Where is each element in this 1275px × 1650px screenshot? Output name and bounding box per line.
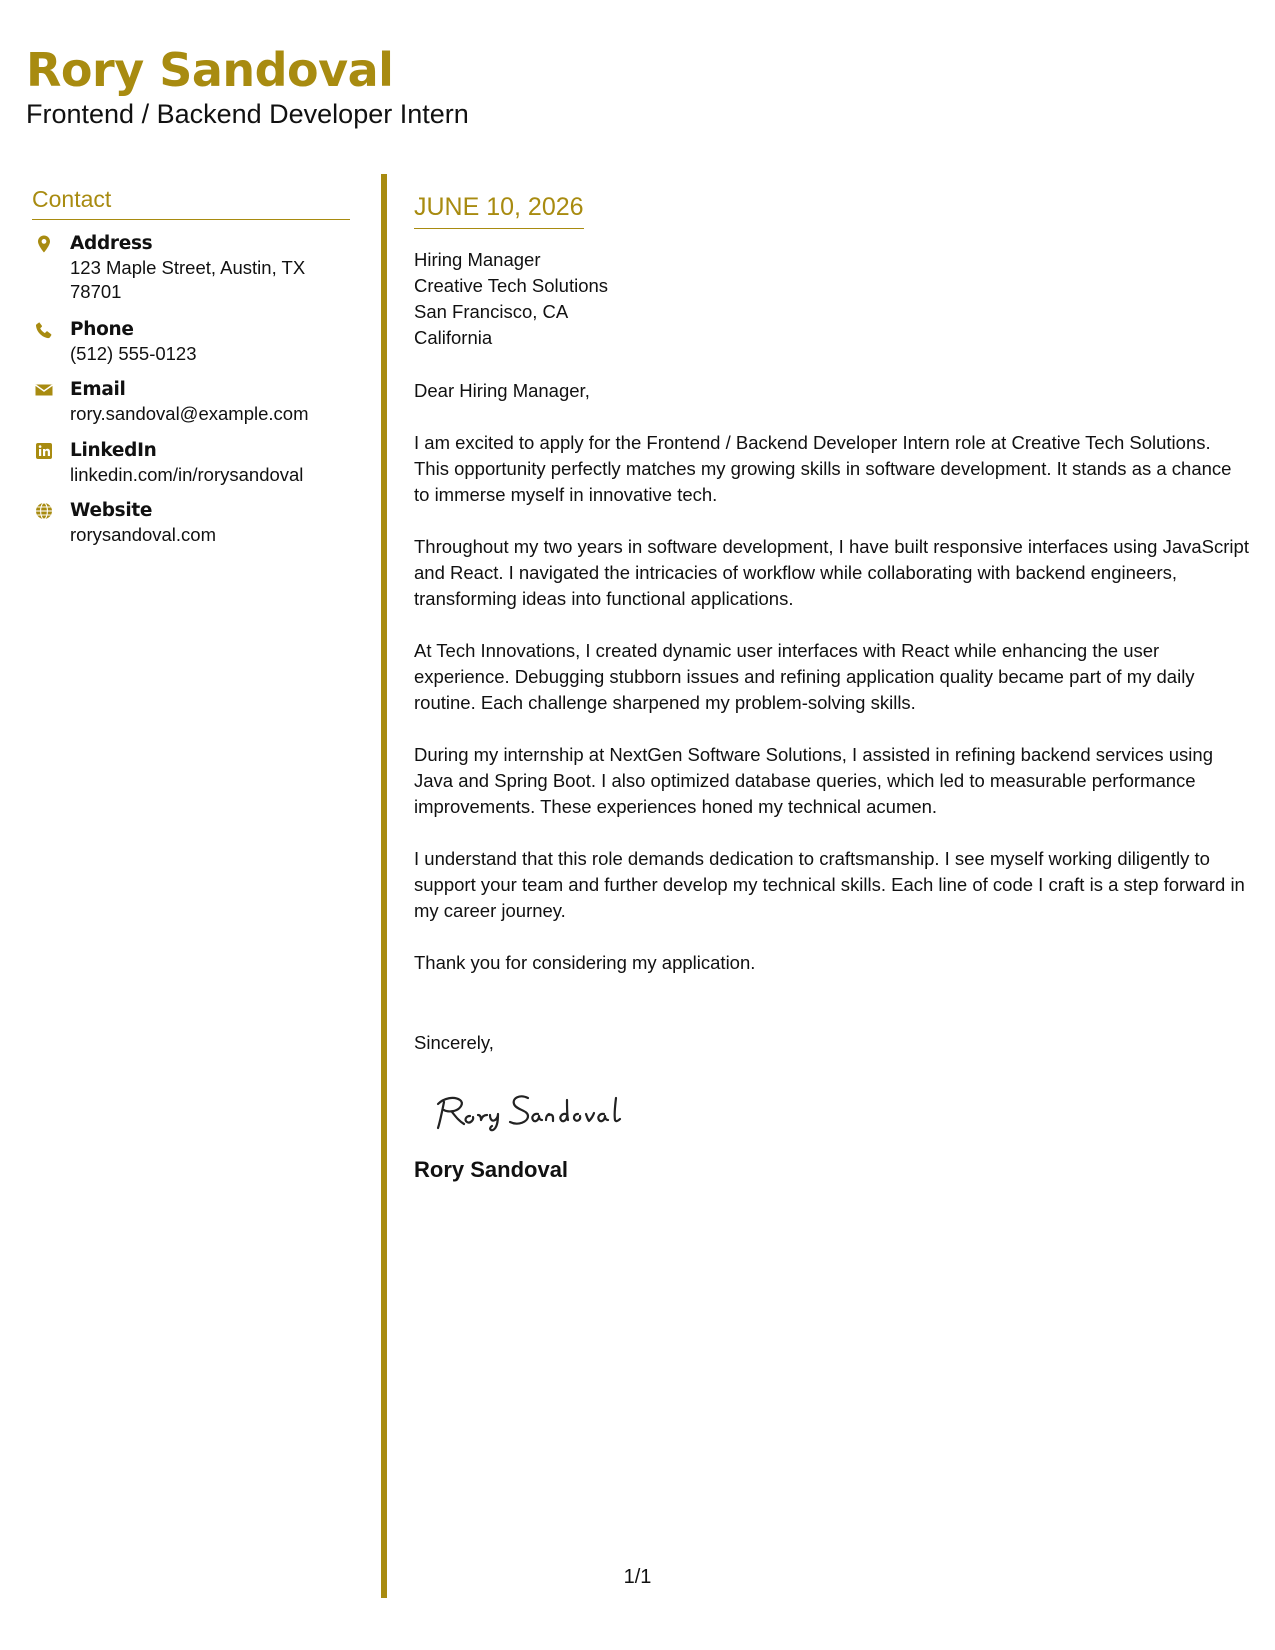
- handwritten-signature: [430, 1082, 670, 1142]
- recipient-line: California: [414, 327, 493, 348]
- contact-item-email: [32, 378, 350, 427]
- recipient-line: Creative Tech Solutions: [414, 275, 609, 296]
- contact-label-email: Email: [70, 379, 126, 401]
- contact-item-website: [32, 499, 350, 548]
- page-number: 1/1: [623, 1566, 652, 1588]
- phone-icon: [34, 320, 54, 340]
- contact-item-phone: [32, 318, 350, 367]
- recipient-line: San Francisco, CA: [414, 301, 569, 322]
- contact-label-linkedin: LinkedIn: [70, 439, 157, 461]
- signer-name: Rory Sandoval: [414, 1157, 569, 1182]
- letter-paragraph: I understand that this role demands dedication to craftsmanship. I see myself working diligently to support your team and further develop my technical skills. Each line of code I craft is a step forward in my career journey.: [414, 848, 1245, 921]
- closing: Sincerely,: [414, 1032, 494, 1053]
- map-pin-icon: [34, 234, 54, 254]
- contact-item-address: [32, 232, 350, 305]
- contact-sidebar: [32, 186, 350, 548]
- contact-label-website: Website: [70, 500, 153, 522]
- salutation: Dear Hiring Manager,: [414, 380, 590, 401]
- letter-paragraph: At Tech Innovations, I created dynamic user interfaces with React while enhancing the user experience. Debugging stubborn issues and refining application quality became part of my daily routine. Each challenge sharpened my problem-solving skills.: [414, 640, 1195, 713]
- letter-paragraph: Thank you for considering my application.: [414, 952, 756, 973]
- applicant-name: Rory Sandoval: [26, 43, 394, 97]
- globe-icon: [34, 501, 54, 521]
- contact-label-address: Address: [70, 232, 153, 254]
- vertical-divider: [381, 174, 387, 1598]
- letter-paragraph: Throughout my two years in software development, I have built responsive interfaces using JavaScript and React. I navigated the intricacies of workflow while collaborating with backend engineers, transforming ideas into functional applications.: [414, 536, 1249, 609]
- letter-paragraph: During my internship at NextGen Software Solutions, I assisted in refining backend services using Java and Spring Boot. I also optimized database queries, which led to measurable performance improvements. These experiences honed my technical acumen.: [414, 744, 1213, 817]
- recipient-line: Hiring Manager: [414, 249, 541, 270]
- letter-date: JUNE 10, 2026: [414, 192, 584, 229]
- letter-body: [414, 192, 1249, 1184]
- contact-value-linkedin: linkedin.com/in/rorysandoval: [70, 463, 304, 485]
- envelope-icon: [34, 380, 54, 400]
- contact-value-email: rory.sandoval@example.com: [70, 403, 309, 425]
- linkedin-icon: [34, 441, 54, 461]
- contact-value-website: rorysandoval.com: [70, 524, 217, 546]
- letter-paragraph: I am excited to apply for the Frontend / Backend Developer Intern role at Creative Tech Solutions. This opportunity perfectly matches my growing skills in software development. It stands as a chance to immerse myself in innovative tech.: [414, 432, 1232, 505]
- recipient-block: [414, 247, 1249, 351]
- contact-value-address: 123 Maple Street, Austin, TX 78701: [70, 256, 306, 303]
- contact-list: [32, 232, 350, 548]
- job-title: Frontend / Backend Developer Intern: [26, 99, 469, 129]
- contact-value-phone: (512) 555-0123: [70, 342, 197, 364]
- contact-label-phone: Phone: [70, 318, 134, 340]
- contact-heading: Contact: [32, 186, 350, 220]
- contact-item-linkedin: [32, 439, 350, 488]
